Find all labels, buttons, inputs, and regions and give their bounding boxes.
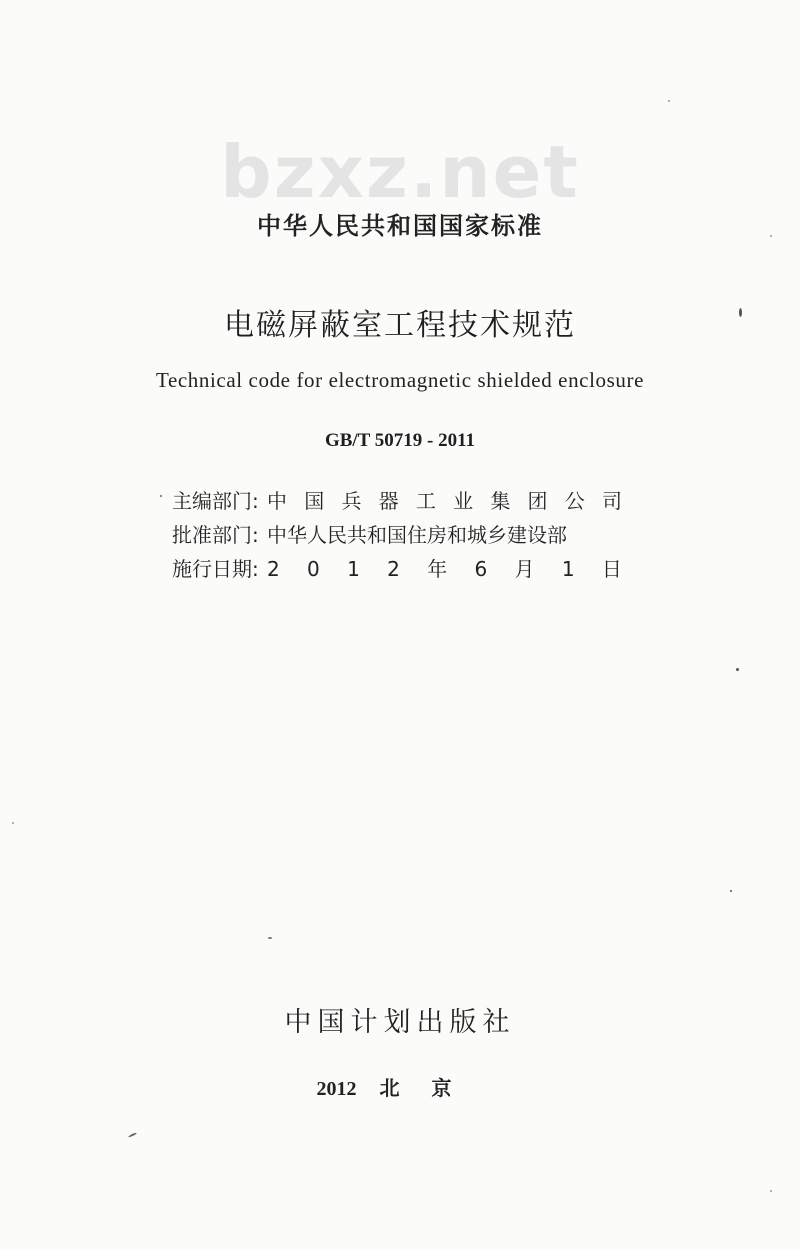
watermark: bzxz.net [220, 130, 580, 214]
date-char: 月 [514, 557, 535, 581]
editor-char: 中 [267, 489, 287, 513]
editor-char: 公 [564, 489, 585, 513]
date-char: 日 [601, 557, 622, 581]
editor-char: 集 [490, 489, 511, 513]
editor-char: 器 [378, 489, 399, 513]
date-char: 年 [427, 557, 448, 581]
date-char: 6 [474, 557, 488, 581]
scan-speck [128, 1132, 137, 1138]
date-char: 0 [307, 557, 320, 581]
scan-speck [268, 937, 272, 939]
scan-speck [160, 495, 162, 497]
approver-label: 批准部门: [172, 523, 259, 547]
approver-value: 中华人民共和国住房和城乡建设部 [267, 523, 567, 547]
date-char: 1 [561, 557, 575, 581]
place-year [0, 1072, 800, 1101]
effective-date-label: 施行日期: [172, 557, 259, 581]
editor-row [172, 484, 622, 518]
date-char: 2 [267, 557, 280, 581]
scan-speck [668, 100, 670, 102]
effective-date-value [267, 552, 622, 586]
editor-char: 工 [415, 489, 436, 513]
scan-speck [736, 668, 739, 671]
publisher: 中国计划出版社 [284, 1007, 516, 1038]
effective-date-row [172, 552, 622, 586]
editor-value [267, 484, 622, 518]
publication-city: 北京 [379, 1076, 484, 1100]
date-char: 1 [347, 557, 360, 581]
scan-speck [770, 235, 772, 237]
editor-char: 国 [304, 489, 325, 513]
scan-speck [770, 1190, 772, 1192]
editor-char: 业 [453, 489, 474, 513]
scan-speck [730, 890, 732, 892]
date-char: 2 [387, 557, 400, 581]
editor-char: 兵 [341, 489, 362, 513]
scan-speck [12, 822, 14, 824]
title-chinese: 电磁屏蔽室工程技术规范 [224, 308, 576, 343]
publication-year: 2012 [316, 1078, 357, 1100]
editor-char: 司 [601, 489, 622, 513]
scan-speck [739, 308, 742, 317]
info-block [172, 484, 622, 586]
editor-char: 团 [527, 489, 548, 513]
standard-name: 中华人民共和国国家标准 [257, 212, 543, 240]
title-english: Technical code for electromagnetic shielded enclosure [155, 368, 645, 392]
editor-label: 主编部门: [172, 489, 259, 513]
approver-row [172, 518, 622, 552]
standard-code: GB/T 50719 - 2011 [324, 430, 476, 451]
